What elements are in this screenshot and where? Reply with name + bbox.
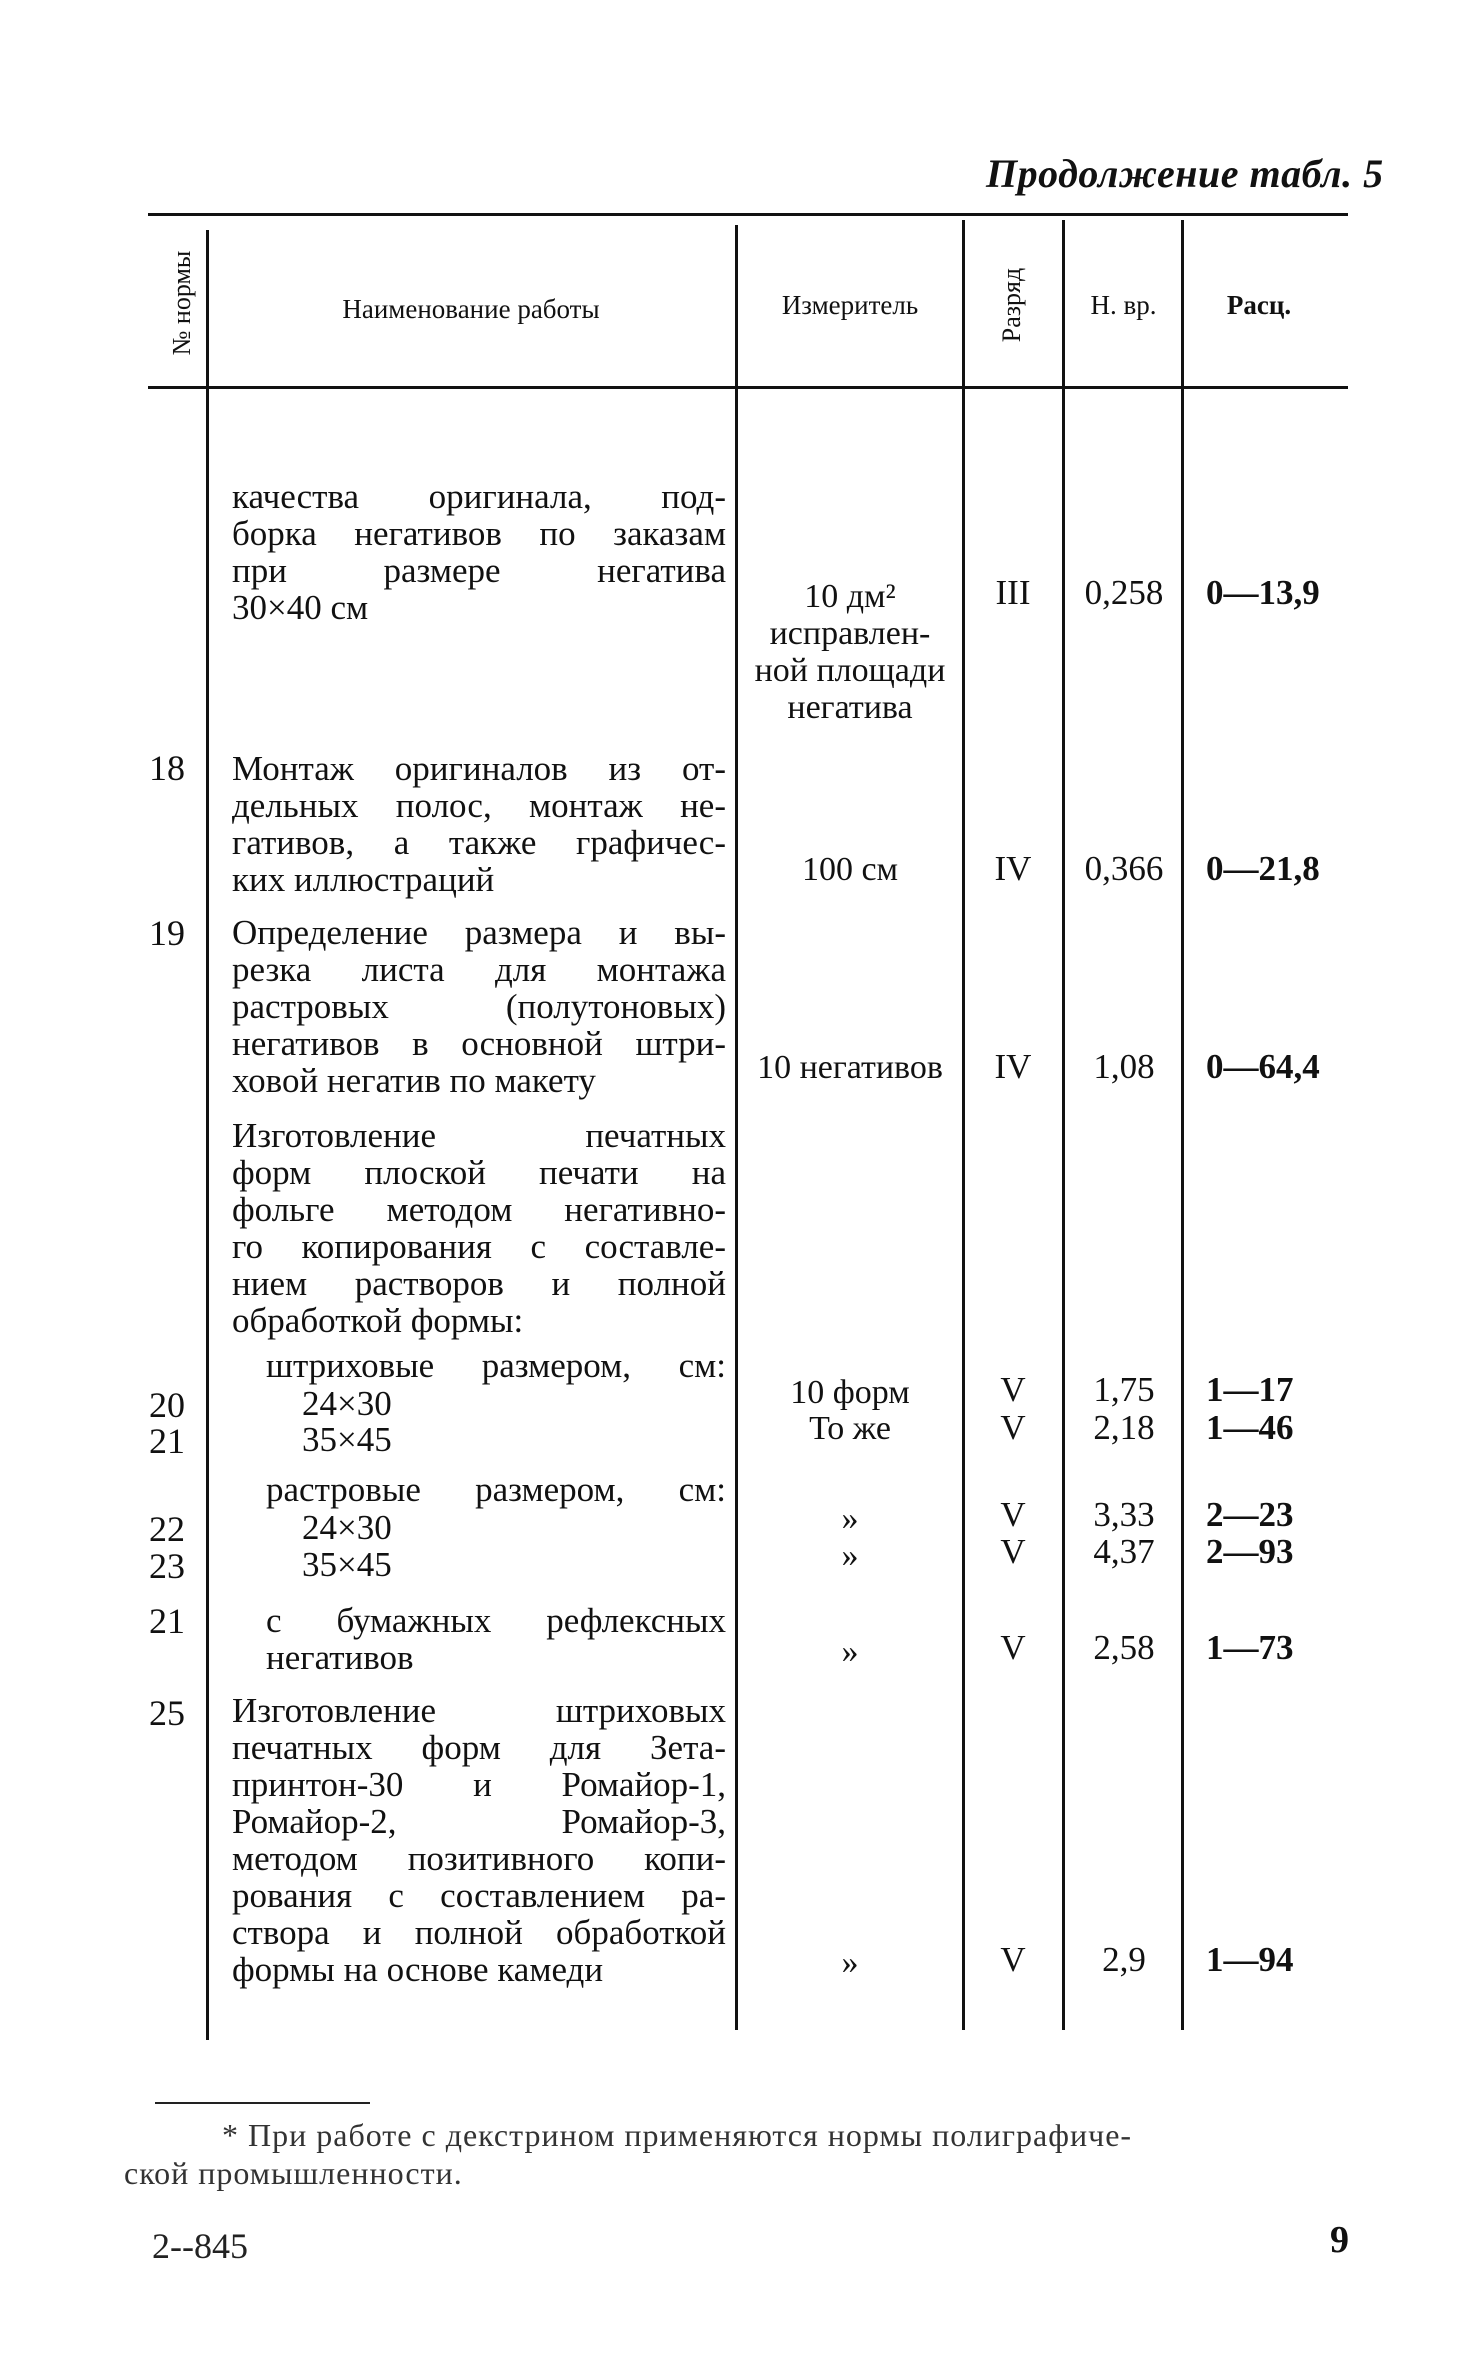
grade-cell: V bbox=[1000, 1495, 1026, 1534]
grade-cell: IV bbox=[994, 849, 1032, 888]
measure-cell: То же bbox=[809, 1410, 891, 1447]
print-code: 2--845 bbox=[152, 2226, 248, 2266]
work-subheading: растровые размером, см: bbox=[266, 1470, 726, 1509]
measure-cell: » bbox=[841, 1944, 859, 1981]
norm-number: 25 bbox=[149, 1693, 185, 1733]
grade-cell: V bbox=[1000, 1628, 1026, 1667]
work-name: Изготовление штриховых печатных форм для Зета- принтон-30 и Ромайор-1, Ромайор-2, Ромайор-3, методом позитивного копи- рования с составлением ра- створа и полной обработкой формы на основе камеди bbox=[232, 1691, 726, 1989]
work-subheading: штриховые размером, см: bbox=[266, 1346, 726, 1385]
norm-number: 18 bbox=[149, 748, 185, 788]
rate-cell: 0—21,8 bbox=[1206, 849, 1320, 888]
grade-cell: V bbox=[1000, 1370, 1026, 1409]
time-norm-cell: 4,37 bbox=[1093, 1532, 1155, 1571]
measure-cell: » bbox=[841, 1500, 859, 1537]
column-divider-5 bbox=[1181, 220, 1184, 2030]
work-name: Определение размера и вы- резка листа для монтажа растровых (полутоновых) негативов в основной штри- ховой негатив по макету bbox=[232, 913, 726, 1100]
header-time-norm: Н. вр. bbox=[1090, 290, 1157, 320]
work-size: 24×30 bbox=[302, 1384, 392, 1423]
header-work-name: Наименование работы bbox=[342, 294, 600, 324]
measure-cell: 10 негативов bbox=[757, 1049, 943, 1086]
work-name-continued: качества оригинала, под- борка негативов по заказам при размере негатива 30×40 см bbox=[232, 477, 726, 627]
column-divider-3 bbox=[962, 220, 965, 2030]
measure-cell: » bbox=[841, 1633, 859, 1670]
page-number: 9 bbox=[1330, 2219, 1349, 2261]
grade-cell: III bbox=[995, 573, 1031, 612]
time-norm-cell: 3,33 bbox=[1093, 1495, 1155, 1534]
header-rate: Расц. bbox=[1226, 290, 1292, 320]
norm-number: 20 bbox=[149, 1385, 185, 1425]
rate-cell: 1—73 bbox=[1206, 1628, 1294, 1667]
time-norm-cell: 0,258 bbox=[1084, 573, 1164, 612]
footnote-line-1: * При работе с декстрином применяются нормы полиграфиче- bbox=[222, 2117, 1133, 2153]
time-norm-cell: 2,9 bbox=[1102, 1940, 1146, 1979]
time-norm-cell: 2,18 bbox=[1093, 1408, 1155, 1447]
work-group-heading: Изготовление печатных форм плоской печати на фольге методом негативно- го копирования с составле- нием растворов и полной обработкой формы: bbox=[232, 1116, 726, 1340]
measure-cell: » bbox=[841, 1537, 859, 1574]
rate-cell: 0—64,4 bbox=[1206, 1047, 1320, 1086]
column-divider-4 bbox=[1062, 220, 1065, 2030]
norm-number: 19 bbox=[149, 913, 185, 953]
grade-cell: V bbox=[1000, 1940, 1026, 1979]
header-grade: Разряд bbox=[997, 267, 1026, 343]
grade-cell: IV bbox=[994, 1047, 1032, 1086]
column-divider-2 bbox=[735, 225, 738, 2030]
grade-cell: V bbox=[1000, 1532, 1026, 1571]
time-norm-cell: 0,366 bbox=[1084, 849, 1164, 888]
measure-cell: 10 дм² исправлен- ной площади негатива bbox=[754, 578, 946, 726]
measure-cell: 10 форм bbox=[790, 1374, 910, 1411]
header-bottom-rule bbox=[148, 386, 1348, 389]
time-norm-cell: 1,75 bbox=[1093, 1370, 1155, 1409]
norm-number: 21 bbox=[149, 1421, 185, 1461]
header-norm-number: № нормы bbox=[167, 250, 196, 356]
norm-number: 21 bbox=[149, 1601, 185, 1641]
table-top-rule bbox=[148, 213, 1348, 216]
work-name: с бумажных рефлексных негативов bbox=[266, 1601, 726, 1677]
work-size: 24×30 bbox=[302, 1508, 392, 1547]
table-continuation-caption: Продолжение табл. 5 bbox=[986, 151, 1384, 196]
time-norm-cell: 1,08 bbox=[1093, 1047, 1155, 1086]
header-measure: Измеритель bbox=[781, 290, 919, 320]
rate-cell: 0—13,9 bbox=[1206, 573, 1320, 612]
time-norm-cell: 2,58 bbox=[1093, 1628, 1155, 1667]
rate-cell: 1—17 bbox=[1206, 1370, 1294, 1409]
work-name: Монтаж оригиналов из от- дельных полос, монтаж не- гативов, а также графичес- ких иллюстраций bbox=[232, 749, 726, 899]
column-divider-1 bbox=[206, 230, 209, 2040]
norm-number: 23 bbox=[149, 1546, 185, 1586]
footnote-rule bbox=[155, 2102, 370, 2104]
work-size: 35×45 bbox=[302, 1420, 392, 1459]
rate-cell: 2—23 bbox=[1206, 1495, 1294, 1534]
rate-cell: 2—93 bbox=[1206, 1532, 1294, 1571]
rate-cell: 1—46 bbox=[1206, 1408, 1294, 1447]
rate-cell: 1—94 bbox=[1206, 1940, 1294, 1979]
norm-number: 22 bbox=[149, 1509, 185, 1549]
work-size: 35×45 bbox=[302, 1545, 392, 1584]
measure-cell: 100 см bbox=[801, 851, 899, 888]
footnote-line-2: ской промышленности. bbox=[124, 2155, 463, 2191]
grade-cell: V bbox=[1000, 1408, 1026, 1447]
